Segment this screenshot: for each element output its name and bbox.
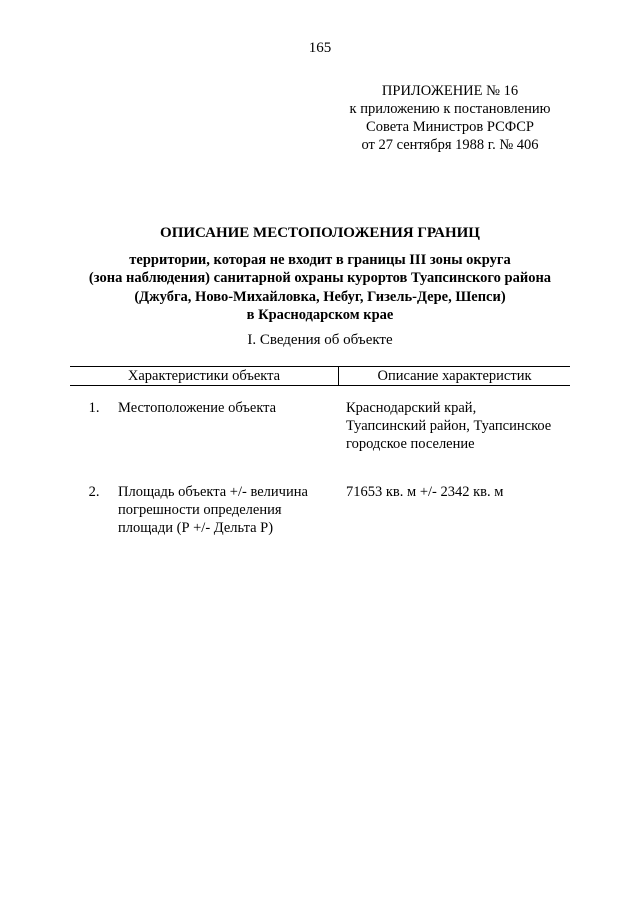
cell-line: Площадь объекта +/- величина: [118, 484, 308, 500]
table-row: [70, 399, 570, 453]
appendix-line: от 27 сентября 1988 г. № 406: [361, 137, 539, 153]
document-title: [0, 224, 640, 325]
page-number: 165: [308, 40, 332, 56]
section-heading: I. Сведения об объекте: [247, 332, 393, 348]
appendix-title: ПРИЛОЖЕНИЕ № 16: [381, 83, 519, 99]
title-line: (Джубга, Ново-Михайловка, Небуг, Гизель-Дере, Шепси): [134, 288, 506, 305]
cell-line: погрешности определения: [118, 502, 282, 518]
appendix-line: Совета Министров РСФСР: [366, 119, 534, 135]
cell-line: 71653 кв. м +/- 2342 кв. м: [346, 484, 504, 500]
table-header: [70, 366, 570, 386]
row-name: [118, 399, 344, 453]
appendix-line: к приложению к постановлению: [349, 101, 551, 117]
title-line: в Краснодарском крае: [246, 307, 394, 323]
table-row: [70, 483, 570, 537]
cell-line: городское поселение: [346, 436, 475, 452]
title-main: ОПИСАНИЕ МЕСТОПОЛОЖЕНИЯ ГРАНИЦ: [160, 225, 480, 241]
object-table: [70, 366, 570, 537]
column-header: Характеристики объекта: [70, 367, 339, 385]
appendix-block: [330, 82, 570, 154]
cell-line: Краснодарский край,: [346, 400, 477, 416]
title-line: (зона наблюдения) санитарной охраны курортов Туапсинского района: [88, 270, 552, 286]
row-description: [344, 399, 570, 453]
title-line: территории, которая не входит в границы III зоны округа: [129, 251, 511, 268]
cell-line: Местоположение объекта: [118, 400, 277, 416]
column-header: Описание характеристик: [377, 368, 532, 384]
cell-line: площади (Р +/- Дельта Р): [118, 520, 274, 536]
row-number: 2.: [88, 484, 100, 500]
cell-line: Туапсинский район, Туапсинское: [346, 418, 552, 434]
row-number: 1.: [88, 400, 100, 416]
row-description: [344, 483, 570, 537]
row-name: [118, 483, 344, 537]
